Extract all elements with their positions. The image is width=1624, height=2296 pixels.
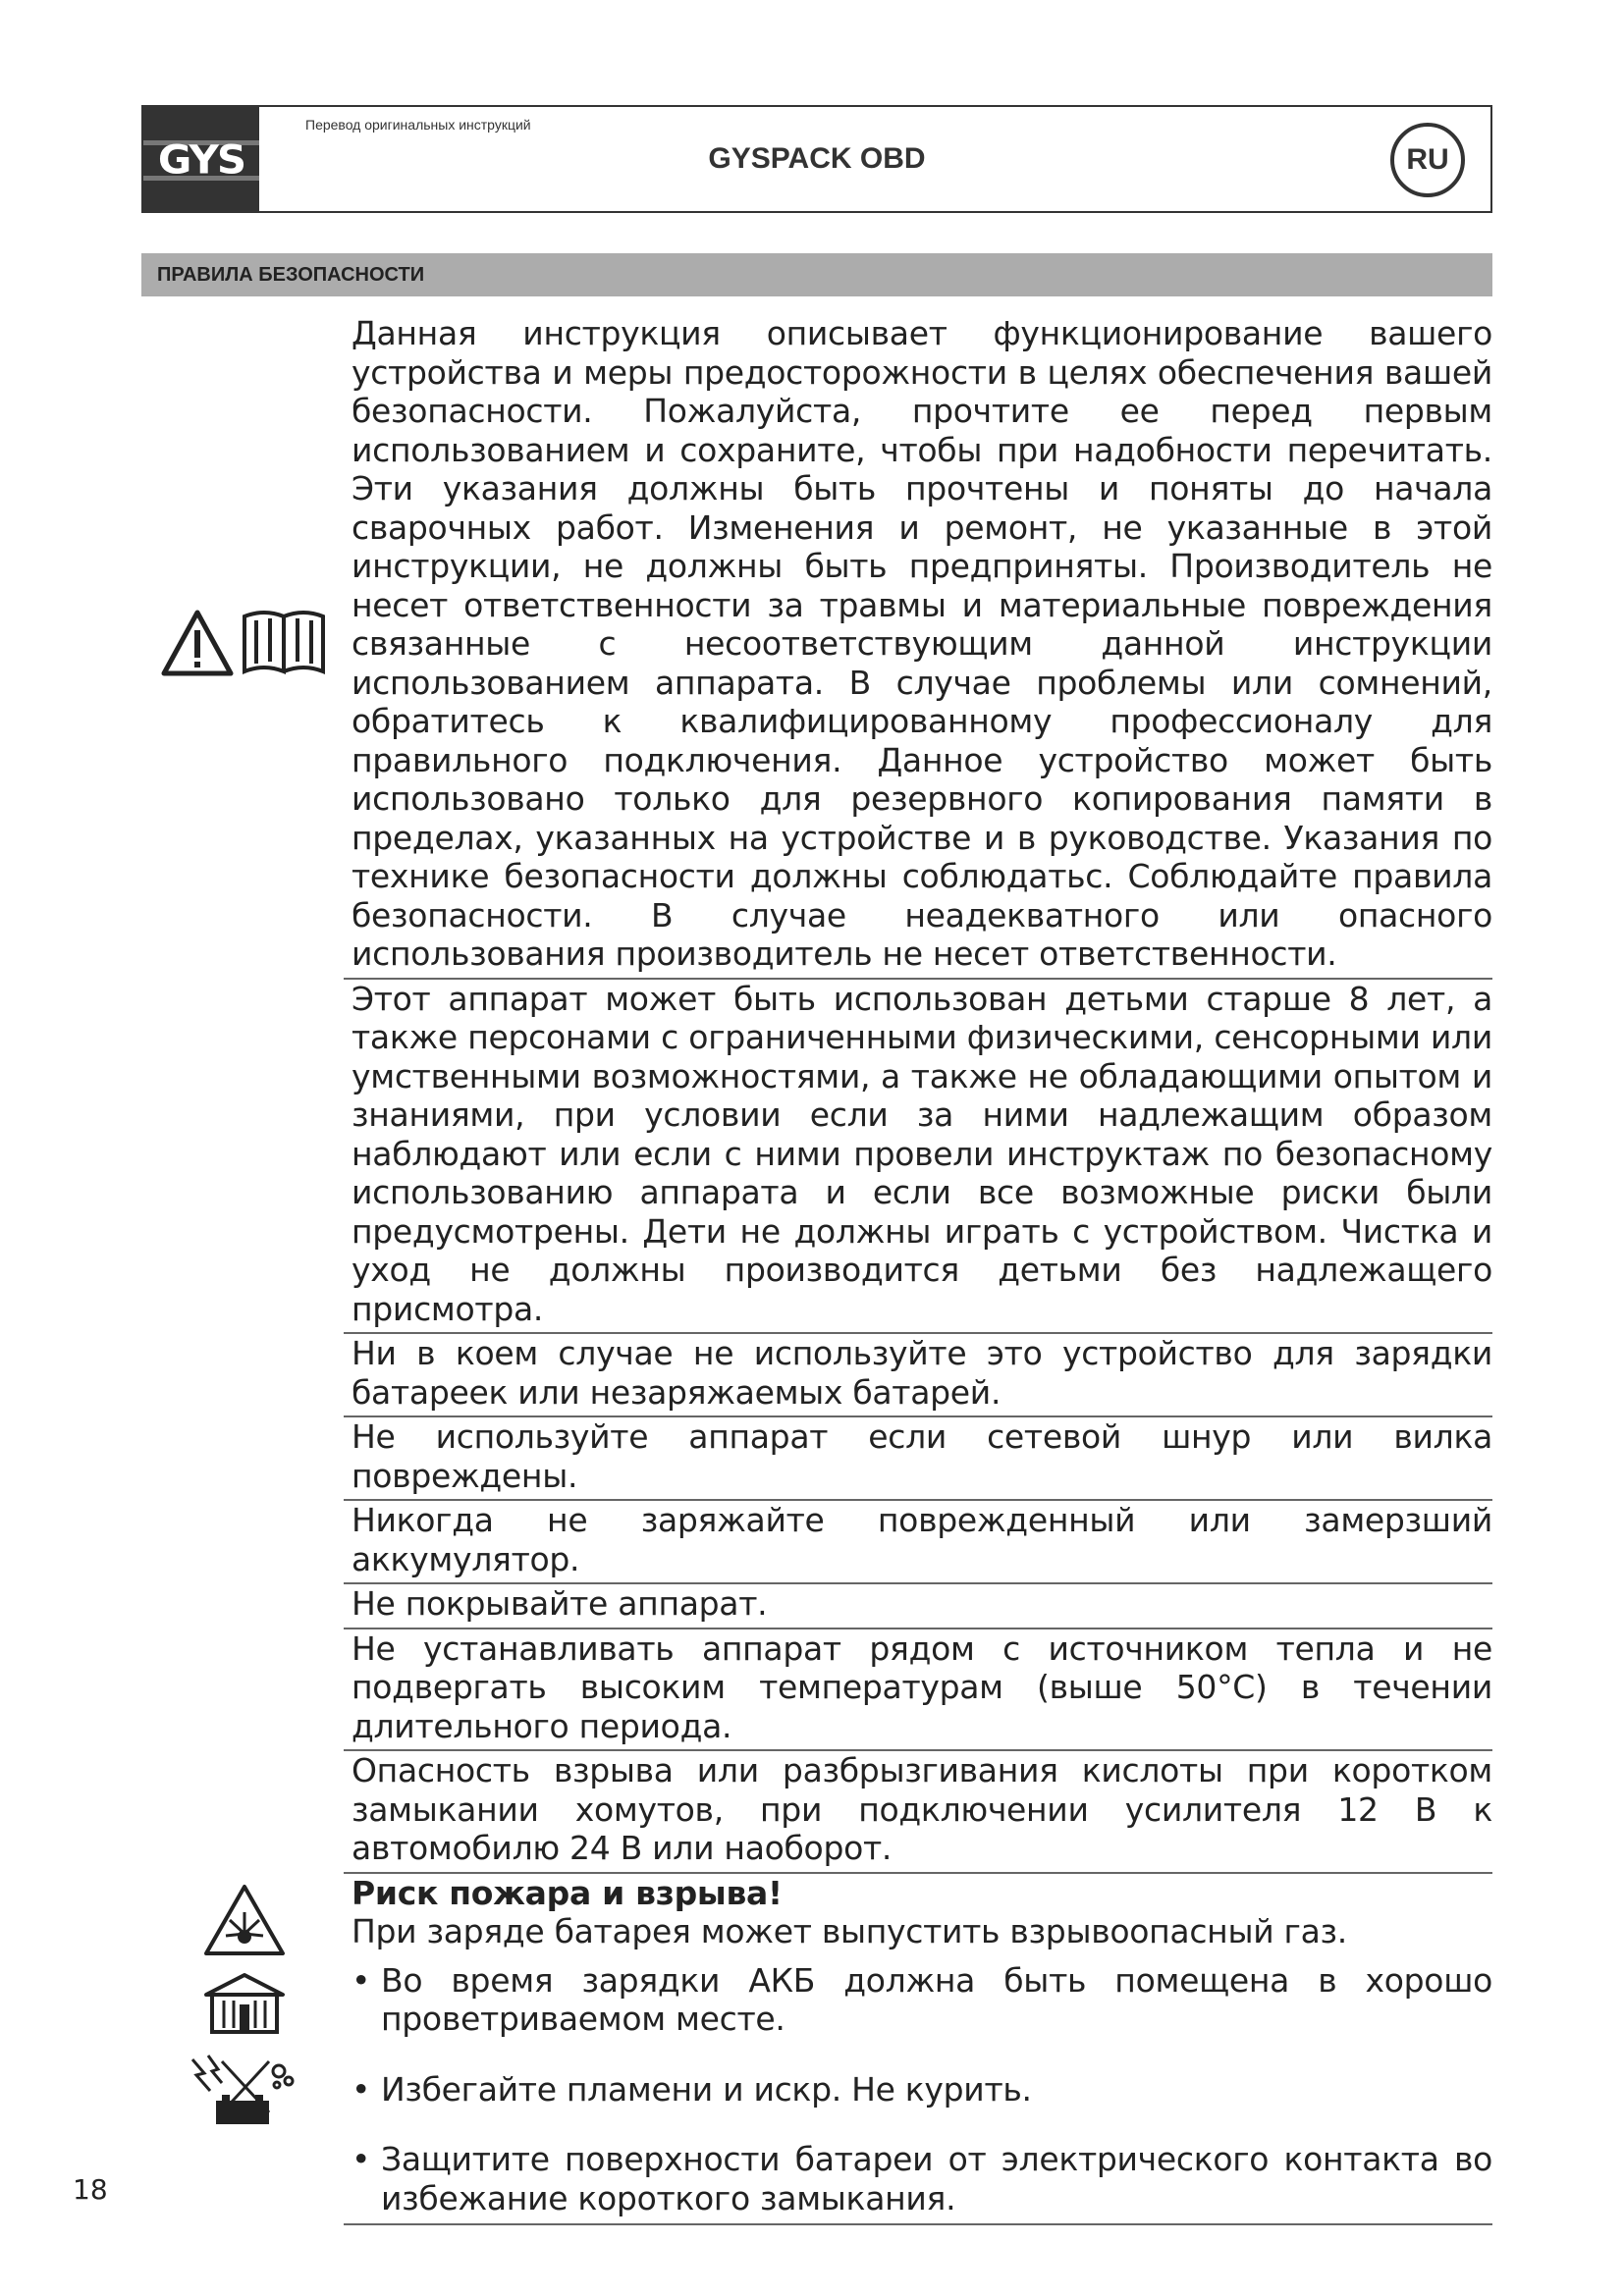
fire-explosion-risk-section (344, 1874, 1492, 2226)
rule-do-not-cover: Не покрывайте аппарат. (344, 1584, 1492, 1629)
no-flames-sparks-icon (183, 2052, 300, 2130)
safety-rules-content (344, 314, 1492, 2225)
fire-bullet-no-flames: • Избегайте пламени и искр. Не курить. (352, 2069, 1032, 2109)
intro-paragraph: Данная инструкция описывает функционирование вашего устройства и меры предосторожности в целях обеспечения вашей безопасности. Пожалуйста, прочтите ее перед первым использованием и сохраните, чтобы при надобности перечитать. Эти указания должны быть прочтены и поняты до начала сварочных работ. Изменения и ремонт, не указанные в этой инструкции, не должны быть предприняты. Производитель не несет ответственности за травмы и материальные повреждения связанные с несоответствующим данной инструкции использованием аппарата. В случае проблемы или сомнений, обратитесь к квалифицированному профессионалу для правильного подключения. Данное устройство может быть использовано только для резервного копирования памяти в пределах, указанных на устройстве и в руководстве. Указания по технике безопасности должны соблюдатьс. Соблюдайте правила безопасности. В случае неадекватного или опасного использования производитель не несет ответственности. (344, 314, 1492, 980)
rule-heat-source: Не устанавливать аппарат рядом с источником тепла и не подвергать высоким температурам (выше 50°C) в течении длительного периода. (344, 1629, 1492, 1752)
rule-non-rechargeable: Ни в коем случае не используйте это устройство для зарядки батареек или незаряжаемых батарей. (344, 1334, 1492, 1417)
fire-bullet-short-circuit: • Защитите поверхности батареи от электрического контакта во избежание короткого замыкания. (352, 2140, 1492, 2217)
fire-risk-intro: При заряде батарея может выпустить взрывоопасный газ. (352, 1912, 1347, 1950)
warning-read-manual-icon (160, 607, 327, 681)
model-title: GYSPACK OBD (708, 142, 926, 175)
page-number: 18 (73, 2173, 108, 2206)
document-header (141, 105, 1492, 213)
rule-explosion-acid: Опасность взрыва или разбрызгивания кислоты при коротком замыкании хомутов, при подключении усилителя 12 В к автомобилю 24 В или наоборот. (344, 1751, 1492, 1874)
fire-bullet-ventilation: • Во время зарядки АКБ должна быть помещена в хорошо проветриваемом месте. (352, 1960, 1492, 2038)
section-title: ПРАВИЛА БЕЗОПАСНОСТИ (141, 253, 1492, 296)
logo-text: GYS (157, 135, 245, 183)
language-badge: RU (1390, 123, 1465, 197)
rule-frozen-battery: Никогда не заряжайте поврежденный или замерзший аккумулятор. (344, 1501, 1492, 1584)
explosion-warning-icon (202, 1883, 287, 1957)
children-usage-paragraph: Этот аппарат может быть использован детьми старше 8 лет, а также персонами с ограниченными физическими, сенсорными или умственными возможностями, а также не обладающими опытом и знаниями, при условии если за ними надлежащим образом наблюдают или если с ними провели инструктаж по безопасному использованию аппарата и если все возможные риски были предусмотрены. Дети не должны играть с устройством. Чистка и уход не должны производится детьми без надлежащего присмотра. (344, 980, 1492, 1335)
translation-note: Перевод оригинальных инструкций (305, 117, 531, 133)
ventilation-icon (200, 1971, 289, 2036)
fire-risk-title: Риск пожара и взрыва! (352, 1873, 783, 1912)
rule-damaged-cord: Не используйте аппарат если сетевой шнур или вилка повреждены. (344, 1417, 1492, 1501)
